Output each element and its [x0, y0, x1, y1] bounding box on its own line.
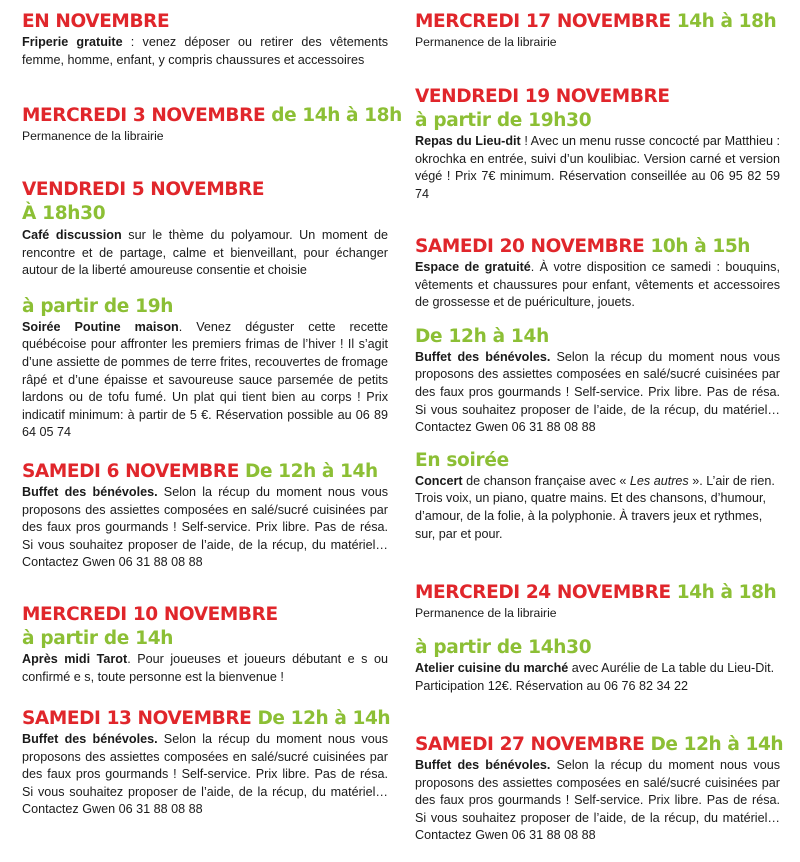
event-description: Permanence de la librairie: [415, 606, 557, 620]
event-vendredi-5: [22, 178, 388, 442]
event-description: Atelier cuisine du marché avec Aurélie de La table du Lieu-Dit. Participation 12€. Réservation au 06 76 82 34 22: [415, 661, 775, 693]
event-time: En soirée: [415, 449, 509, 471]
event-description: Après midi Tarot. Pour joueuses et joueurs débutant e s ou confirmé e s, toute personne est la bienvenue !: [22, 652, 388, 684]
event-heading: EN NOVEMBRE: [22, 11, 170, 32]
event-en-novembre: [22, 10, 388, 69]
event-heading: SAMEDI 13 NOVEMBRE De 12h à 14h: [22, 708, 391, 729]
event-time: à partir de 14h30: [415, 637, 592, 658]
event-heading: SAMEDI 27 NOVEMBRE De 12h à 14h: [415, 734, 784, 755]
event-heading: SAMEDI 20 NOVEMBRE 10h à 15h: [415, 236, 751, 257]
band-name: Les autres: [629, 473, 689, 488]
event-samedi-13: [22, 707, 391, 819]
event-heading: VENDREDI 5 NOVEMBRE: [22, 179, 265, 200]
event-time: De 12h à 14h: [415, 325, 549, 347]
event-description: Soirée Poutine maison. Venez déguster cette recette québécoise pour affronter les premiers frimas de l’hiver ! Il s’agit d’une assiette de pommes de terre frites, recouvertes de fromage râpé et d’une épaisse et savoureuse sauce parsemée de petits lardons ou de tofu fumé. Un plat qui tient bien au corps ! Prix indicatif minimum: à partir de 5 €. Réservation possible au 06 89 64 05 74: [22, 319, 388, 440]
event-time: à partir de 19h: [22, 295, 174, 317]
event-heading: SAMEDI 6 NOVEMBRE De 12h à 14h: [22, 461, 378, 482]
event-heading: MERCREDI 17 NOVEMBRE 14h à 18h: [415, 11, 777, 32]
event-lead: Friperie gratuite: [22, 35, 123, 49]
event-samedi-20: [415, 235, 780, 543]
event-mercredi-10: [22, 603, 388, 686]
event-description: Espace de gratuité. À votre disposition ce samedi : bouquins, vêtements et chaussures pour enfant, vêtements et accessoires de grossesse et de puériculture, jouets.: [415, 260, 780, 310]
event-description: Buffet des bénévoles. Selon la récup du moment nous vous proposons des assiettes composées en salé/sucré cuisinées par des faux pros gourmands ! Self-service. Prix libre. Pas de résa. Si vous souhaitez proposer de l’aide, de la récup, du matériel… Contactez Gwen 06 31 88 08 88: [22, 485, 388, 570]
event-description: Concert de chanson française avec « Les autres ». L’air de rien. Trois voix, un piano, quatre mains. Et des chansons, d’humour, d’amour, de la folie, à la polyphonie. À travers jeux et rythmes, sur, par et pour.: [415, 473, 775, 541]
event-vendredi-19: [415, 85, 780, 203]
event-description: Friperie gratuite : venez déposer ou retirer des vêtements femme, homme, enfant, y compris chaussures et accessoires: [22, 35, 388, 67]
event-mercredi-24: [415, 581, 780, 695]
event-heading: MERCREDI 10 NOVEMBRE: [22, 604, 278, 625]
event-mercredi-17: [415, 10, 780, 51]
event-samedi-6: [22, 460, 388, 572]
event-heading: MERCREDI 24 NOVEMBRE 14h à 18h: [415, 582, 777, 603]
event-description: Buffet des bénévoles. Selon la récup du moment nous vous proposons des assiettes composées en salé/sucré cuisinées par des faux pros gourmands ! Self-service. Prix libre. Pas de résa. Si vous souhaitez proposer de l’aide, de la récup, du matériel… Contactez Gwen 06 31 88 08 88: [22, 732, 388, 817]
event-heading: MERCREDI 3 NOVEMBRE de 14h à 18h: [22, 105, 402, 126]
event-time: À 18h30: [22, 203, 106, 224]
event-description: Buffet des bénévoles. Selon la récup du moment nous vous proposons des assiettes composées en salé/sucré cuisinées par des faux pros gourmands ! Self-service. Prix libre. Pas de résa. Si vous souhaitez proposer de l’aide, de la récup, du matériel… Contactez Gwen 06 31 88 08 88: [415, 758, 780, 843]
event-samedi-27: [415, 733, 784, 845]
event-description: Buffet des bénévoles. Selon la récup du moment nous vous proposons des assiettes composées en salé/sucré cuisinées par des faux pros gourmands ! Self-service. Prix libre. Pas de résa. Si vous souhaitez proposer de l’aide, de la récup, du matériel… Contactez Gwen 06 31 88 08 88: [415, 349, 780, 435]
event-time: à partir de 14h: [22, 628, 174, 649]
event-time: à partir de 19h30: [415, 110, 592, 131]
event-description: Permanence de la librairie: [415, 35, 557, 49]
event-description: Repas du Lieu-dit ! Avec un menu russe concocté par Matthieu : okrochka en entrée, suivi d’un koulibiac. Version carné et version végé ! Prix 7€ minimum. Réservation conseillée au 06 95 82 59 74: [415, 134, 781, 201]
event-mercredi-3: [22, 104, 402, 145]
event-description: Permanence de la librairie: [22, 129, 164, 143]
event-description: Café discussion sur le thème du polyamour. Un moment de rencontre et de partage, calme et bienveillant, pour échanger autour de la liberté amoureuse consentie et choisie: [22, 228, 388, 278]
event-heading: VENDREDI 19 NOVEMBRE: [415, 86, 670, 107]
